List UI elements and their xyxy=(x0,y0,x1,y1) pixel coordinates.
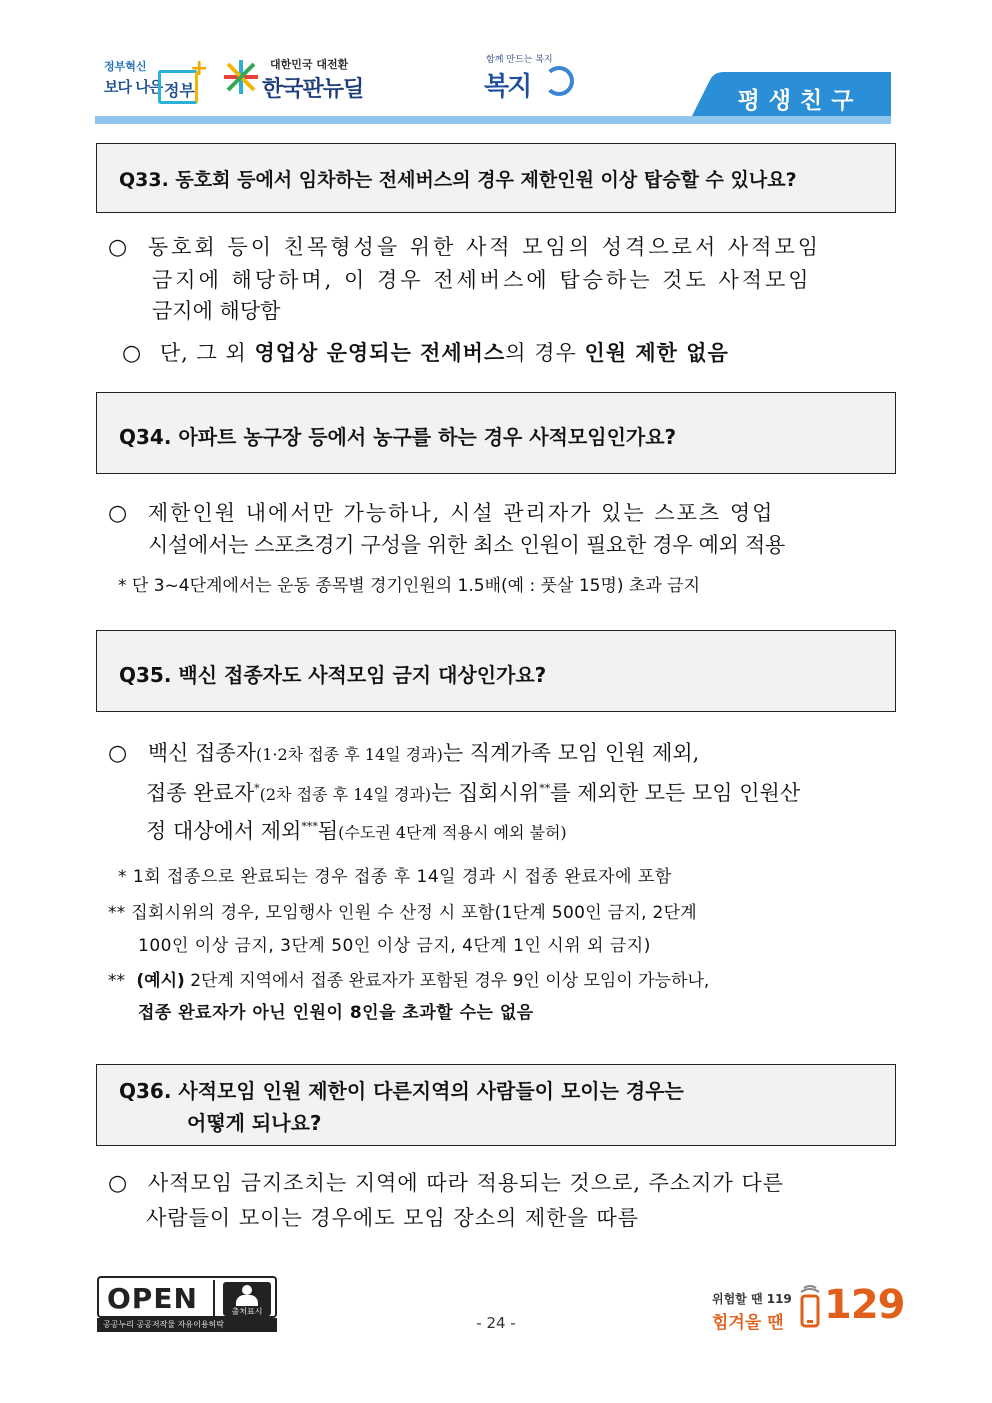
attribution-person-icon xyxy=(223,1282,271,1316)
korean-new-deal-logo xyxy=(222,52,372,104)
phone-icon xyxy=(796,1284,824,1330)
plus-icon: + xyxy=(190,56,209,81)
q36-answer-line-2: 사람들이 모이는 경우에도 모임 장소의 제한을 따름 xyxy=(146,1206,640,1230)
gov-innovation-logo xyxy=(104,50,209,108)
hotline-top-text: 위험할 땐 119 xyxy=(712,1292,792,1306)
attribution-label: 출처표시 xyxy=(231,1307,263,1316)
q33-extra-line: ○ 단, 그 외 영업상 운영되는 전세버스의 경우 인원 제한 없음 xyxy=(122,340,729,366)
q35-answer-line-1: ○ 백신 접종자(1·2차 접종 후 14일 경과)는 직계가족 모임 인원 제외, xyxy=(108,741,700,766)
q34-question: Q34. 아파트 농구장 등에서 농구를 하는 경우 사적모임인가요? xyxy=(119,425,677,449)
page-header xyxy=(0,0,992,130)
new-deal-logo-bottom: 한국판뉴딜 xyxy=(262,77,364,102)
new-deal-star-icon xyxy=(222,58,260,96)
gov-logo-box-text: 정부 xyxy=(164,81,195,100)
header-divider xyxy=(95,116,891,124)
gov-logo-bottom: 보다 나은 xyxy=(104,78,163,96)
q35-question: Q35. 백신 접종자도 사적모임 금지 대상인가요? xyxy=(119,663,547,687)
circle-bullet-icon: ○ xyxy=(108,235,128,260)
hotline-129-logo xyxy=(712,1276,905,1336)
q36-answer-line-1: ○ 사적모임 금지조치는 지역에 따라 적용되는 것으로, 주소지가 다른 xyxy=(108,1171,785,1196)
new-deal-logo-top: 대한민국 대전환 xyxy=(270,58,349,71)
q35-note-2-line-1: ** 집회시위의 경우, 모임행사 인원 수 산정 시 포함(1단계 500인 금지, 2단계 xyxy=(108,903,698,923)
q33-question: Q33. 동호회 등에서 임차하는 전세버스의 경우 제한인원 이상 탑승할 수 있나요? xyxy=(119,169,797,191)
gov-logo-top: 정부혁신 xyxy=(104,60,147,73)
q33-answer-line-2: 금지에 해당하며, 이 경우 전세버스에 탑승하는 것도 사적모임 xyxy=(152,268,812,292)
circle-bullet-icon: ○ xyxy=(108,501,128,526)
q35-note-2-line-2: 100인 이상 금지, 3단계 50인 이상 금지, 4단계 1인 시위 외 금지) xyxy=(138,936,651,956)
q35-note-3-line-2: 접종 완료자가 아닌 인원이 8인을 초과할 수는 없음 xyxy=(138,1003,534,1023)
welfare-logo-top: 함께 만드는 복지 xyxy=(486,55,553,65)
q33-answer-line-3: 금지에 해당함 xyxy=(152,299,281,323)
header-tab-label: 평생친구 xyxy=(737,88,863,114)
q34-answer-line-1: ○ 제한인원 내에서만 가능하나, 시설 관리자가 있는 스포츠 영업 xyxy=(108,501,775,526)
q36-question-line-1: Q36. 사적모임 인원 제한이 다른지역의 사람들이 모이는 경우는 xyxy=(119,1079,684,1103)
q35-box xyxy=(96,630,896,712)
circle-bullet-icon: ○ xyxy=(108,1171,128,1196)
hotline-bottom-text: 힘겨울 땐 xyxy=(712,1313,784,1333)
open-license-badge xyxy=(97,1276,277,1332)
q35-note-1: * 1회 접종으로 완료되는 경우 접종 후 14일 경과 시 접종 완료자에 포함 xyxy=(118,867,672,887)
q35-answer-line-2: 접종 완료자*(2차 접종 후 14일 경과)는 집회시위**를 제외한 모든 모임 인원산 xyxy=(146,781,801,805)
circle-bullet-icon: ○ xyxy=(122,341,143,366)
open-label: OPEN xyxy=(107,1282,198,1315)
q34-box xyxy=(96,392,896,474)
welfare-logo-bottom: 복지 xyxy=(484,72,531,102)
q35-answer-line-3: 정 대상에서 제외***됨(수도권 4단계 적용시 예외 불허) xyxy=(146,819,567,843)
q34-answer-line-2: 시설에서는 스포츠경기 구성을 위한 최소 인원이 필요한 경우 예외 적용 xyxy=(148,533,785,557)
q36-question-line-2: 어떻게 되나요? xyxy=(187,1111,322,1135)
page-number: - 24 - xyxy=(476,1314,516,1332)
q36-box xyxy=(96,1064,896,1146)
q33-box xyxy=(96,143,896,213)
circle-bullet-icon: ○ xyxy=(108,741,128,766)
q34-note: * 단 3~4단계에서는 운동 종목별 경기인원의 1.5배(예 : 풋살 15명) 초과 금지 xyxy=(118,576,701,596)
open-license-text: 공공누리 공공저작물 자유이용허락 xyxy=(97,1318,277,1332)
hotline-number: 129 xyxy=(824,1282,905,1328)
q33-answer-line-1: ○ 동호회 등이 친목형성을 위한 사적 모임의 성격으로서 사적모임 xyxy=(108,235,822,260)
welfare-logo xyxy=(482,50,582,106)
welfare-ring-icon xyxy=(544,66,574,96)
q35-note-3-line-1: ** (예시) 2단계 지역에서 접종 완료자가 포함된 경우 9인 이상 모임이 가능하나, xyxy=(108,971,710,991)
